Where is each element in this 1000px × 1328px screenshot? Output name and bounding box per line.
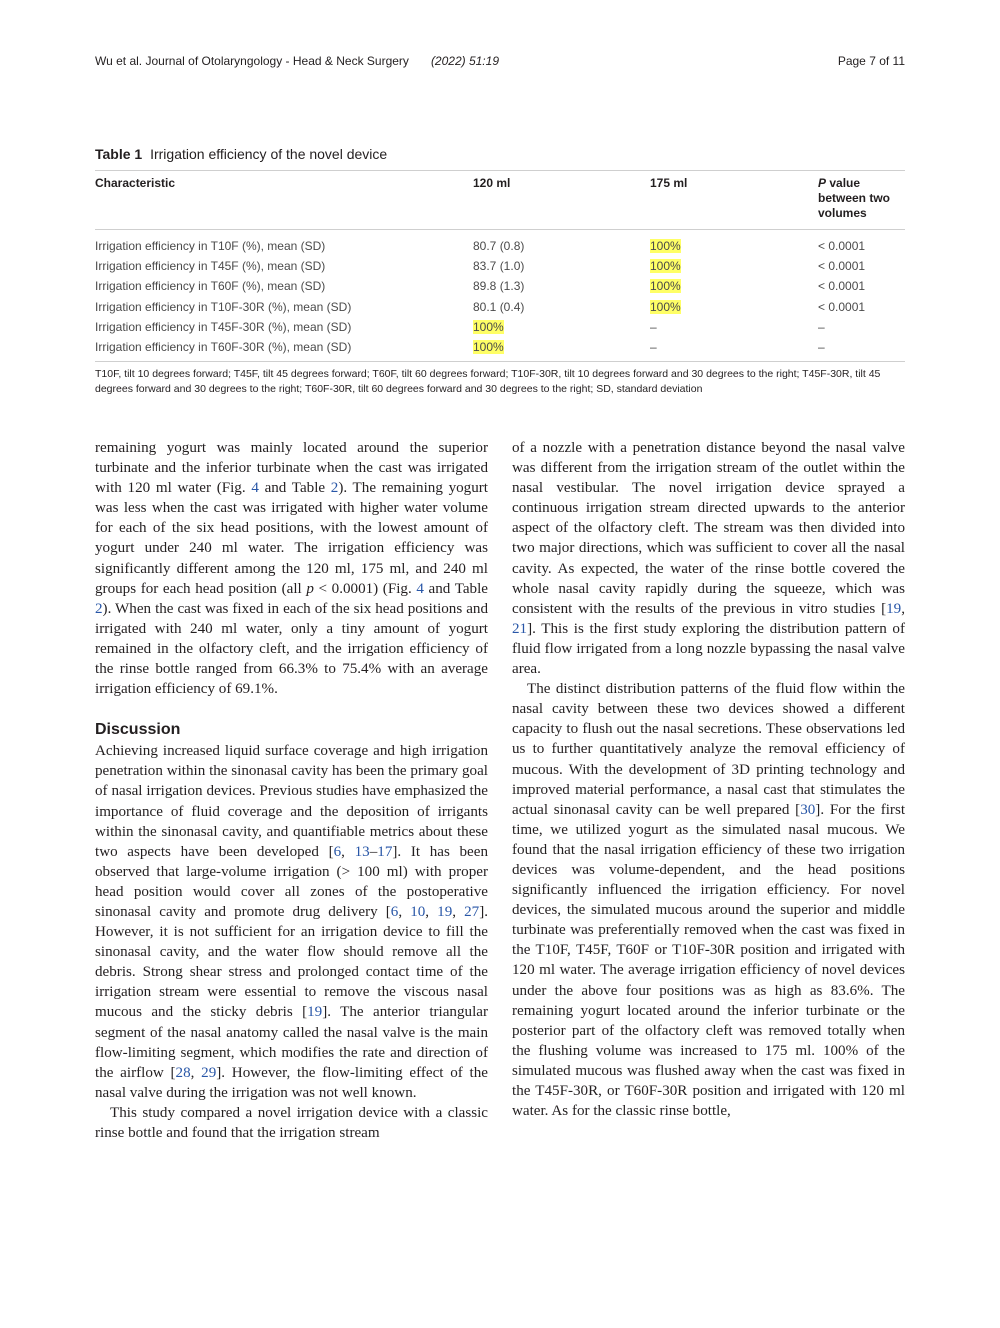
row-label: Irrigation efficiency in T45F (%), mean (SD) (95, 259, 326, 274)
cell-120ml: 89.8 (1.3) (473, 279, 525, 294)
cell-175ml: 100% (650, 259, 681, 274)
table-1 (95, 146, 905, 396)
cell-p-value: – (818, 340, 825, 355)
cell-175ml: 100% (650, 239, 681, 253)
paragraph-discussion-2: This study compared a novel irrigation device with a classic rinse bottle and found that the irrigation stream (95, 1104, 488, 1141)
table-row (95, 256, 905, 276)
table-row (95, 297, 905, 317)
paragraph-discussion-1: Achieving increased liquid surface coverage and high irrigation penetration within the sinonasal cavity has been the primary goal of nasal irrigation devices. Previous studies have emphasized the importance of fluid coverage and the deposition of irrigants within the sinonasal cavity, and quantifiable metrics about these two aspects have been developed [6, 13–17]. It has been observed that large-volume irrigation (> 100 ml) with proper head position would cover all zones of the postoperative sinonasal cavity and promote drug delivery [6, 10, 19, 27]. However, it is not sufficient for an irrigation device to fill the sinonasal cavity, and the water flow should remove all the debris. Strong shear stress and prolonged contact time of the irrigation stream were essential to remove the viscous nasal mucous and the sticky debris [19]. The anterior triangular segment of the nasal anatomy called the nasal valve is the main flow-limiting segment, which modifies the rate and direction of the airflow [28, 29]. However, the flow-limiting effect of the nasal valve during the irrigation was not well known. (95, 743, 489, 1101)
cell-p-value: < 0.0001 (818, 259, 866, 274)
journal-citation (95, 54, 499, 68)
volume-issue: (2022) 51:19 (430, 54, 499, 68)
left-column (95, 438, 488, 1143)
citation-link[interactable]: 13 (354, 843, 370, 860)
figure-link[interactable]: 4 (251, 480, 259, 497)
citation-link[interactable]: 21 (512, 620, 528, 637)
citation-link[interactable]: 6 (333, 843, 342, 860)
row-label: Irrigation efficiency in T60F (%), mean (SD) (95, 279, 326, 294)
table-row (95, 230, 905, 257)
table-label: Table 1 (95, 146, 143, 162)
running-head (95, 54, 905, 72)
citation-link[interactable]: 19 (307, 1004, 323, 1021)
row-label: Irrigation efficiency in T10F-30R (%), mean (SD) (95, 299, 352, 314)
table-row (95, 337, 905, 361)
citation-link[interactable]: 19 (437, 903, 453, 920)
cell-p-value: < 0.0001 (818, 299, 866, 314)
cell-p-value: < 0.0001 (818, 279, 866, 294)
citation-link[interactable]: 30 (800, 801, 816, 818)
journal-name: Wu et al. Journal of Otolaryngology - Head & Neck Surgery (95, 54, 409, 68)
cell-120ml: 80.1 (0.4) (473, 299, 525, 314)
citation-link[interactable]: 19 (886, 600, 902, 617)
column-header-120ml: 120 ml (473, 171, 650, 230)
cell-175ml: – (650, 319, 657, 334)
cell-p-value: < 0.0001 (818, 239, 866, 253)
column-header-p-value: P value between two volumes (818, 171, 905, 230)
cell-120ml: 83.7 (1.0) (473, 259, 525, 274)
cell-120ml: 100% (473, 340, 504, 355)
right-column (512, 438, 905, 1121)
citation-link[interactable]: 29 (201, 1064, 217, 1081)
figure-link[interactable]: 4 (416, 580, 424, 597)
row-label: Irrigation efficiency in T10F (%), mean (SD) (95, 239, 326, 253)
cell-175ml: 100% (650, 299, 681, 314)
cell-120ml: 80.7 (0.8) (473, 239, 525, 253)
table-body (95, 230, 905, 362)
paragraph-discussion-2-cont: of a nozzle with a penetration distance beyond the nasal valve was different from the irrigation stream of the outlet within the nasal vestibular. The novel irrigation device sprayed a continuous irrigation stream directed upwards to the anterior aspect of the olfactory cleft. The stream was then divided into two major directions, which was sufficient to cover all the nasal cavity. As expected, the water of the rinse bottle covered the whole nasal cavity rapidly during the squeeze, which was consistent with the results of the previous in vitro studies [19, 21]. This is the first study exploring the distribution pattern of fluid flow irrigated from a long nozzle bypassing the nasal valve area. (512, 440, 905, 678)
table-title: Irrigation efficiency of the novel device (150, 146, 388, 162)
citation-link[interactable]: 10 (410, 903, 426, 920)
citation-link[interactable]: 17 (377, 843, 393, 860)
column-header-characteristic: Characteristic (95, 171, 473, 230)
table-header-row (95, 171, 905, 230)
table-row (95, 317, 905, 337)
table-caption (95, 146, 905, 162)
citation-link[interactable]: 28 (175, 1064, 191, 1081)
cell-175ml: – (650, 340, 657, 355)
citation-link[interactable]: 6 (390, 903, 399, 920)
page-number: Page 7 of 11 (837, 54, 905, 68)
column-header-175ml: 175 ml (650, 171, 818, 230)
row-label: Irrigation efficiency in T60F-30R (%), mean (SD) (95, 340, 352, 355)
citation-link[interactable]: 27 (464, 903, 480, 920)
cell-p-value: – (818, 319, 825, 334)
efficiency-table (95, 170, 905, 361)
row-label: Irrigation efficiency in T45F-30R (%), mean (SD) (95, 319, 352, 334)
paragraph-results-end: remaining yogurt was mainly located around the superior turbinate and the inferior turbinate when the cast was irrigated with 120 ml water (Fig. 4 and Table 2). The remaining yogurt was less when the cast was irrigated with higher water volume for each of the six head positions, with the lowest amount of yogurt under 240 ml water. The irrigation efficiency was significantly different among the 120 ml, 175 ml, and 240 ml groups for each head position (all p < 0.0001) (Fig. 4 and Table 2). When the cast was fixed in each of the six head positions and irrigated with 240 ml water, only a tiny amount of yogurt remained in the olfactory cleft, and the irrigation efficiency of the rinse bottle ranged from 66.3% to 75.4% with an average irrigation efficiency of 69.1%. (95, 440, 488, 698)
table-footnote: T10F, tilt 10 degrees forward; T45F, tilt 45 degrees forward; T60F, tilt 60 degrees forward; T10F-30R, tilt 10 degrees forward and 30 degrees to the right; T45F-30R, tilt 45 degrees forward and 30 degrees to the right; T60F-30R, tilt 60 degrees forward and 30 degrees to the right; SD, standard deviation (95, 361, 905, 396)
discussion-heading: Discussion (95, 721, 181, 739)
cell-175ml: 100% (650, 279, 681, 294)
cell-120ml: 100% (473, 319, 504, 334)
paragraph-discussion-3: The distinct distribution patterns of the fluid flow within the nasal cavity between these two devices showed a different capacity to flush out the nasal secretions. These observations led us to further quantitatively analyze the removal efficiency of mucous. With the development of 3D printing technology and improved material performance, a nasal cast that stimulates the actual sinonasal cavity can be well prepared [30]. For the first time, we utilized yogurt as the simulated nasal mucous. We found that the nasal irrigation efficiency of these two irrigation devices was volume-dependent, and the head positions significantly influenced the irrigation efficiency. For novel devices, the simulated mucous around the superior and middle turbinate was preferentially removed when the cast was fixed in the T10F, T45F, T60F or T10F-30R position and irrigated with 120 ml water. The average irrigation efficiency of novel devices under the above four positions was as high as 83.6%. The remaining yogurt located around the inferior turbinate or the posterior part of the olfactory cleft was removed totally when the flushing volume was increased to 175 ml. 100% of the simulated mucous was flushed away when the cast was fixed in the T45F-30R, or T60F-30R position and irrigated with 120 ml water. As for the classic rinse bottle, (512, 681, 906, 1120)
table-link[interactable]: 2 (95, 600, 103, 617)
table-link[interactable]: 2 (330, 480, 339, 497)
table-row (95, 276, 905, 296)
